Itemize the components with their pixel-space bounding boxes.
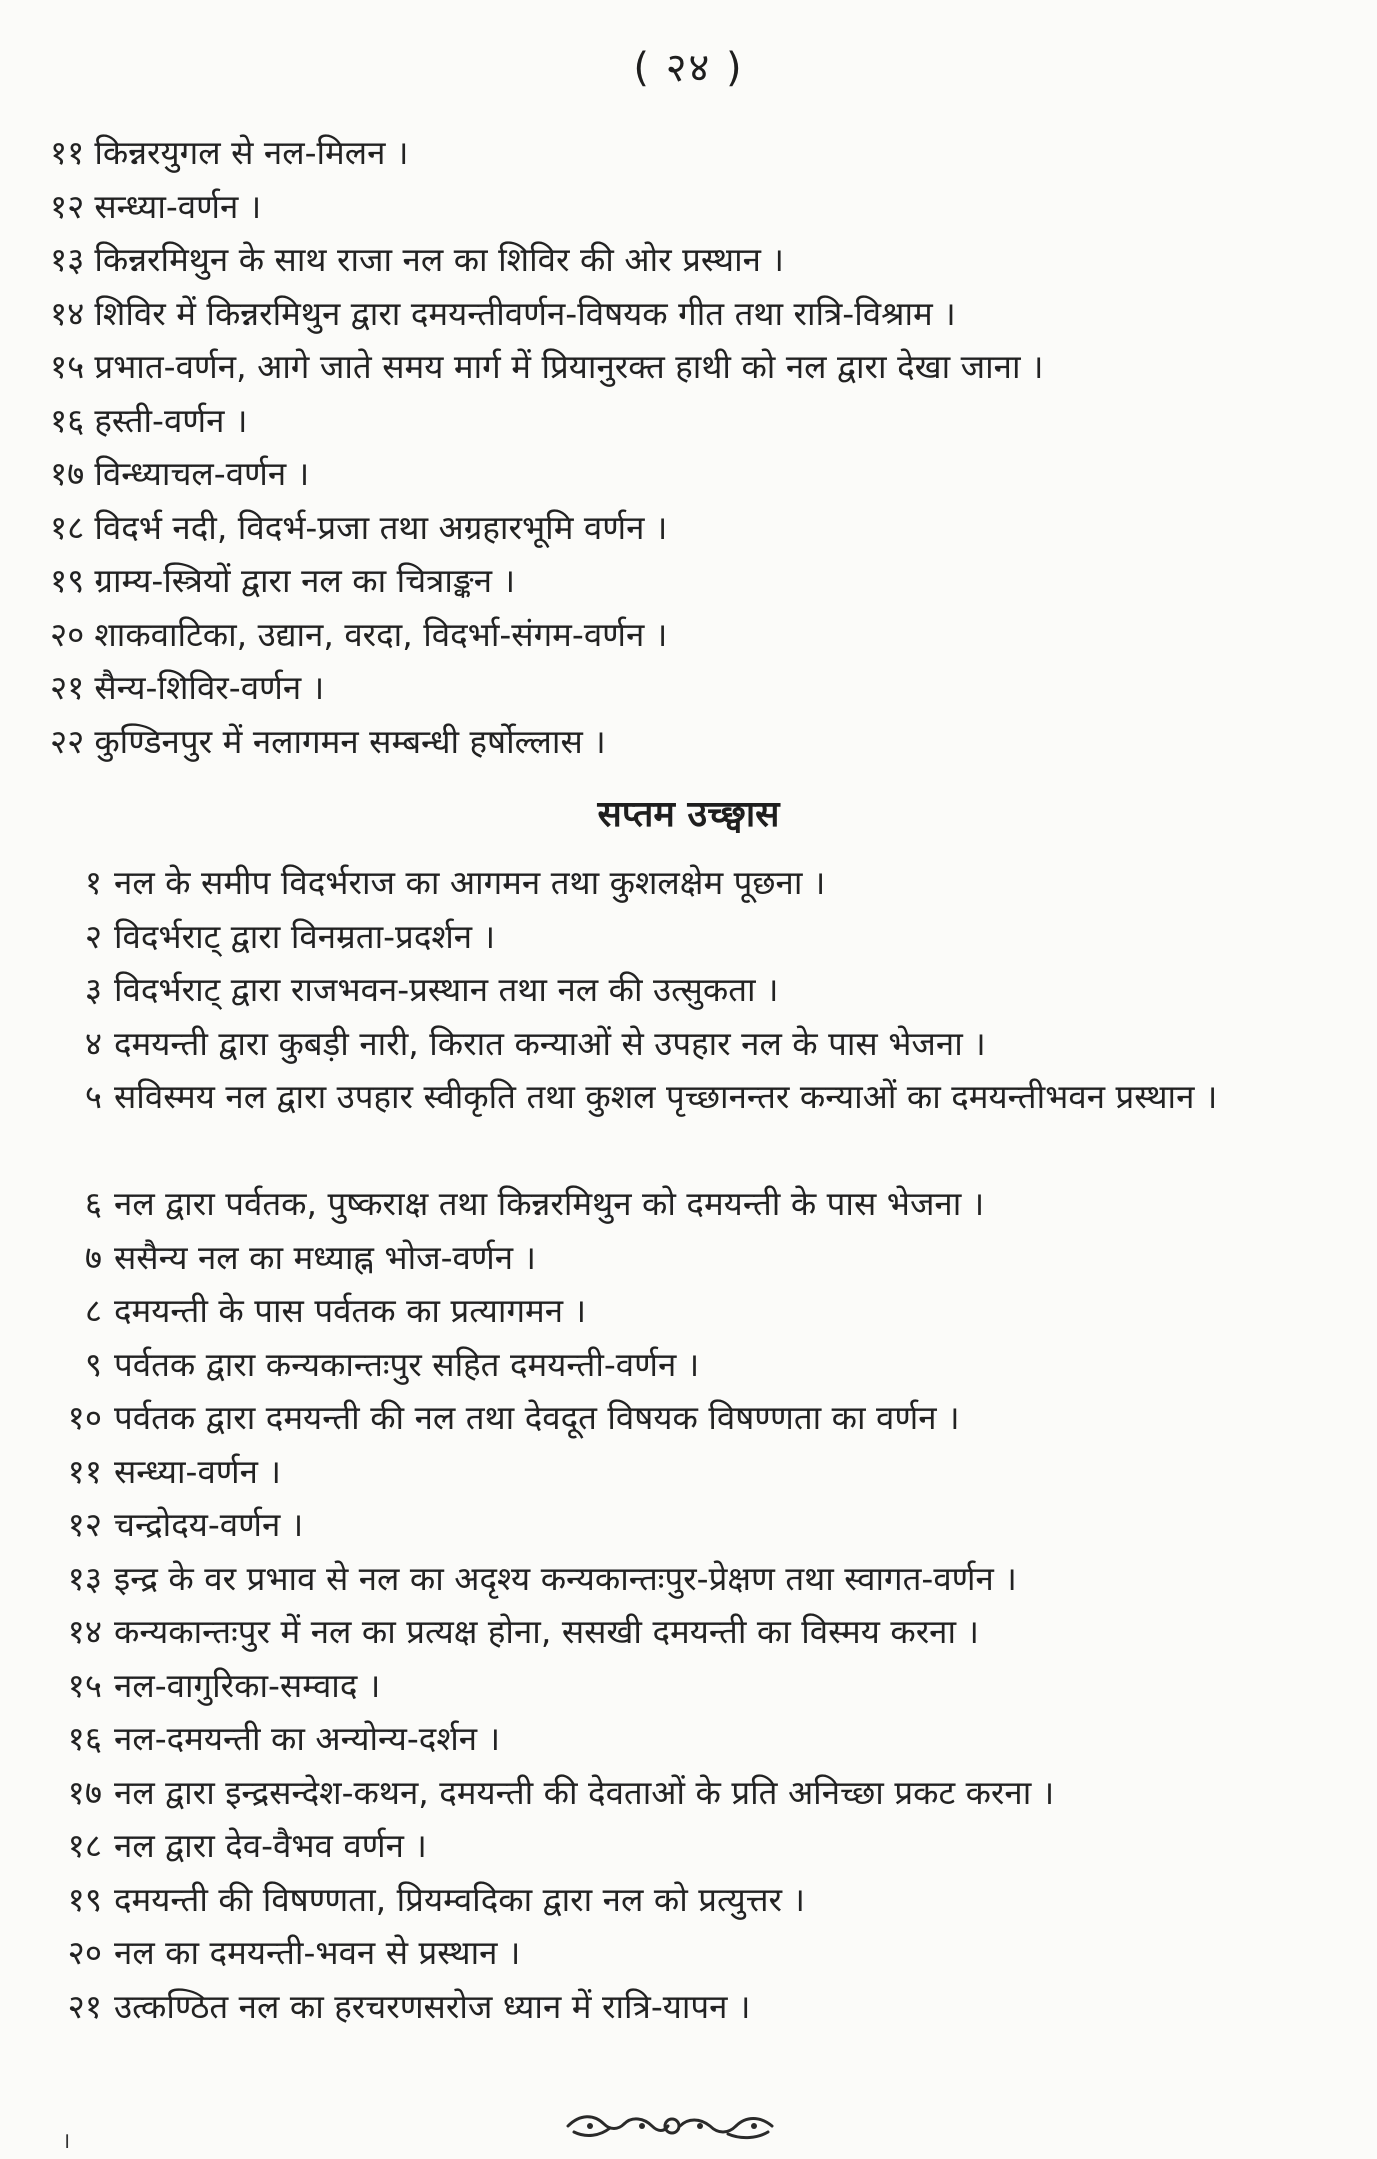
item-text: किन्नरयुगल से नल-मिलन ।: [94, 133, 409, 172]
item-number: १४: [67, 1612, 102, 1651]
section1-list: [50, 126, 1340, 768]
item-text: विन्ध्याचल-वर्णन ।: [94, 454, 310, 493]
stray-mark: ।: [62, 2129, 71, 2154]
item-text: किन्नरमिथुन के साथ राजा नल का शिविर की ओर प्रस्थान ।: [94, 240, 784, 279]
item-text: नल द्वारा पर्वतक, पुष्कराक्ष तथा किन्नरमिथुन को दमयन्ती के पास भेजना ।: [114, 1184, 985, 1223]
list-item: [50, 233, 1340, 287]
list-item: [50, 910, 1340, 964]
item-text: नल का दमयन्ती-भवन से प्रस्थान ।: [114, 1933, 521, 1972]
list-item: [50, 554, 1340, 608]
item-text: दमयन्ती के पास पर्वतक का प्रत्यागमन ।: [114, 1291, 587, 1330]
item-number: १८: [50, 507, 85, 547]
item-number: १२: [50, 186, 85, 226]
item-text: शाकवाटिका, उद्यान, वरदा, विदर्भा-संगम-वर्णन ।: [94, 614, 668, 654]
item-text: सन्ध्या-वर्णन ।: [114, 1451, 281, 1491]
item-text: पर्वतक द्वारा दमयन्ती की नल तथा देवदूत विषयक विषण्णता का वर्णन ।: [114, 1398, 960, 1437]
item-number: १५: [67, 1665, 102, 1705]
section-heading: सप्तम उच्छ्वास: [597, 794, 780, 835]
list-item: [50, 287, 1340, 341]
item-number: १६: [67, 1719, 102, 1758]
item-text: पर्वतक द्वारा कन्यकान्तःपुर सहित दमयन्ती-वर्णन ।: [114, 1344, 700, 1384]
list-item: [50, 661, 1340, 715]
item-number: १३: [67, 1558, 102, 1598]
item-text: कन्यकान्तःपुर में नल का प्रत्यक्ष होना, ससखी दमयन्ती का विस्मय करना ।: [114, 1612, 980, 1651]
item-number: १६: [50, 400, 85, 440]
item-number: १८: [67, 1826, 102, 1865]
list-item: [50, 1017, 1340, 1071]
item-text: नल-दमयन्ती का अन्योन्य-दर्शन ।: [114, 1719, 501, 1758]
item-number: ८: [84, 1291, 102, 1330]
list-item: [50, 1177, 1340, 1231]
item-number: १५: [50, 347, 85, 386]
item-text: इन्द्र के वर प्रभाव से नल का अदृश्य कन्यकान्तःपुर-प्रेक्षण तथा स्वागत-वर्णन ।: [114, 1558, 1017, 1598]
item-text: उत्कण्ठित नल का हरचरणसरोज ध्यान में रात्रि-यापन ।: [114, 1986, 751, 2026]
item-number: १९: [50, 561, 85, 600]
item-number: १७: [67, 1772, 102, 1812]
item-number: ६: [84, 1184, 102, 1223]
fleuron-ornament-icon: [560, 2106, 780, 2146]
item-number: २१: [50, 668, 85, 707]
list-item: [50, 1445, 1340, 1499]
item-text: विदर्भ नदी, विदर्भ-प्रजा तथा अग्रहारभूमि वर्णन ।: [94, 507, 668, 547]
item-number: २२: [50, 721, 85, 761]
list-item: [50, 1712, 1340, 1766]
item-number: २१: [67, 1986, 102, 2026]
item-text: नल-वागुरिका-सम्वाद ।: [114, 1665, 381, 1705]
list-item: [50, 963, 1340, 1017]
item-text: नल द्वारा देव-वैभव वर्णन ।: [114, 1826, 427, 1865]
item-text: विदर्भराट् द्वारा विनम्रता-प्रदर्शन ।: [114, 916, 496, 956]
list-item: [50, 394, 1340, 448]
page-number: ( २४ ): [633, 45, 744, 91]
list-item: [50, 126, 1340, 180]
item-number: १०: [67, 1398, 102, 1437]
list-item: [50, 1231, 1340, 1285]
item-number: ११: [67, 1451, 102, 1491]
item-number: २: [84, 916, 102, 956]
item-number: ४: [84, 1023, 102, 1063]
list-item: [50, 715, 1340, 769]
item-number: ३: [84, 970, 102, 1009]
list-item: [50, 1498, 1340, 1552]
item-number: १९: [67, 1879, 102, 1919]
list-item: [50, 1819, 1340, 1873]
list-item: [50, 1766, 1340, 1820]
item-text: सैन्य-शिविर-वर्णन ।: [94, 668, 325, 707]
list-item: [50, 1659, 1340, 1713]
list-item: [50, 340, 1340, 394]
item-number: १३: [50, 240, 85, 279]
item-number: १४: [50, 293, 85, 333]
list-item: [50, 1980, 1340, 2034]
list-item: [50, 1873, 1340, 1927]
item-text: दमयन्ती द्वारा कुबड़ी नारी, किरात कन्याओं से उपहार नल के पास भेजना ।: [114, 1023, 986, 1063]
item-text: प्रभात-वर्णन, आगे जाते समय मार्ग में प्रियानुरक्त हाथी को नल द्वारा देखा जाना ।: [94, 347, 1044, 386]
item-text: नल द्वारा इन्द्रसन्देश-कथन, दमयन्ती की देवताओं के प्रति अनिच्छा प्रकट करना ।: [114, 1772, 1055, 1812]
list-item: [50, 1338, 1340, 1392]
item-text: सन्ध्या-वर्णन ।: [94, 186, 262, 226]
item-text: सविस्मय नल द्वारा उपहार स्वीकृति तथा कुशल पृच्छानन्तर कन्याओं का दमयन्तीभवन प्रस्थान ।: [114, 1077, 1218, 1116]
list-item: [50, 1926, 1340, 1980]
list-item: [50, 1284, 1340, 1338]
item-number: २०: [50, 614, 85, 654]
item-number: ९: [84, 1344, 102, 1384]
list-item: [50, 608, 1340, 662]
item-text: दमयन्ती की विषण्णता, प्रियम्वदिका द्वारा नल को प्रत्युत्तर ।: [114, 1879, 806, 1919]
item-text: नल के समीप विदर्भराज का आगमन तथा कुशलक्षेम पूछना ।: [114, 863, 826, 902]
item-text: चन्द्रोदय-वर्णन ।: [114, 1505, 304, 1544]
item-number: १७: [50, 454, 85, 493]
item-text: ग्राम्य-स्त्रियों द्वारा नल का चित्राङ्कन ।: [94, 561, 516, 600]
item-number: १: [84, 863, 102, 902]
list-item: [50, 1391, 1340, 1445]
section2-list: [50, 856, 1340, 2033]
item-text: कुण्डिनपुर में नलागमन सम्बन्धी हर्षोल्लास ।: [94, 721, 606, 761]
list-item: [50, 501, 1340, 555]
list-item: [50, 1552, 1340, 1606]
item-text: हस्ती-वर्णन ।: [94, 400, 248, 440]
item-number: ११: [50, 133, 85, 172]
item-number: २०: [67, 1933, 102, 1972]
list-item: [50, 180, 1340, 234]
list-item: [50, 856, 1340, 910]
item-text: विदर्भराट् द्वारा राजभवन-प्रस्थान तथा नल की उत्सुकता ।: [114, 970, 779, 1009]
list-item: [50, 1605, 1340, 1659]
item-text: शिविर में किन्नरमिथुन द्वारा दमयन्तीवर्णन-विषयक गीत तथा रात्रि-विश्राम ।: [94, 293, 956, 333]
list-item: [50, 1070, 1340, 1177]
item-number: ७: [84, 1237, 102, 1277]
item-number: १२: [67, 1505, 102, 1544]
list-item: [50, 447, 1340, 501]
item-number: ५: [84, 1077, 102, 1116]
item-text: ससैन्य नल का मध्याह्न भोज-वर्णन ।: [114, 1237, 537, 1277]
